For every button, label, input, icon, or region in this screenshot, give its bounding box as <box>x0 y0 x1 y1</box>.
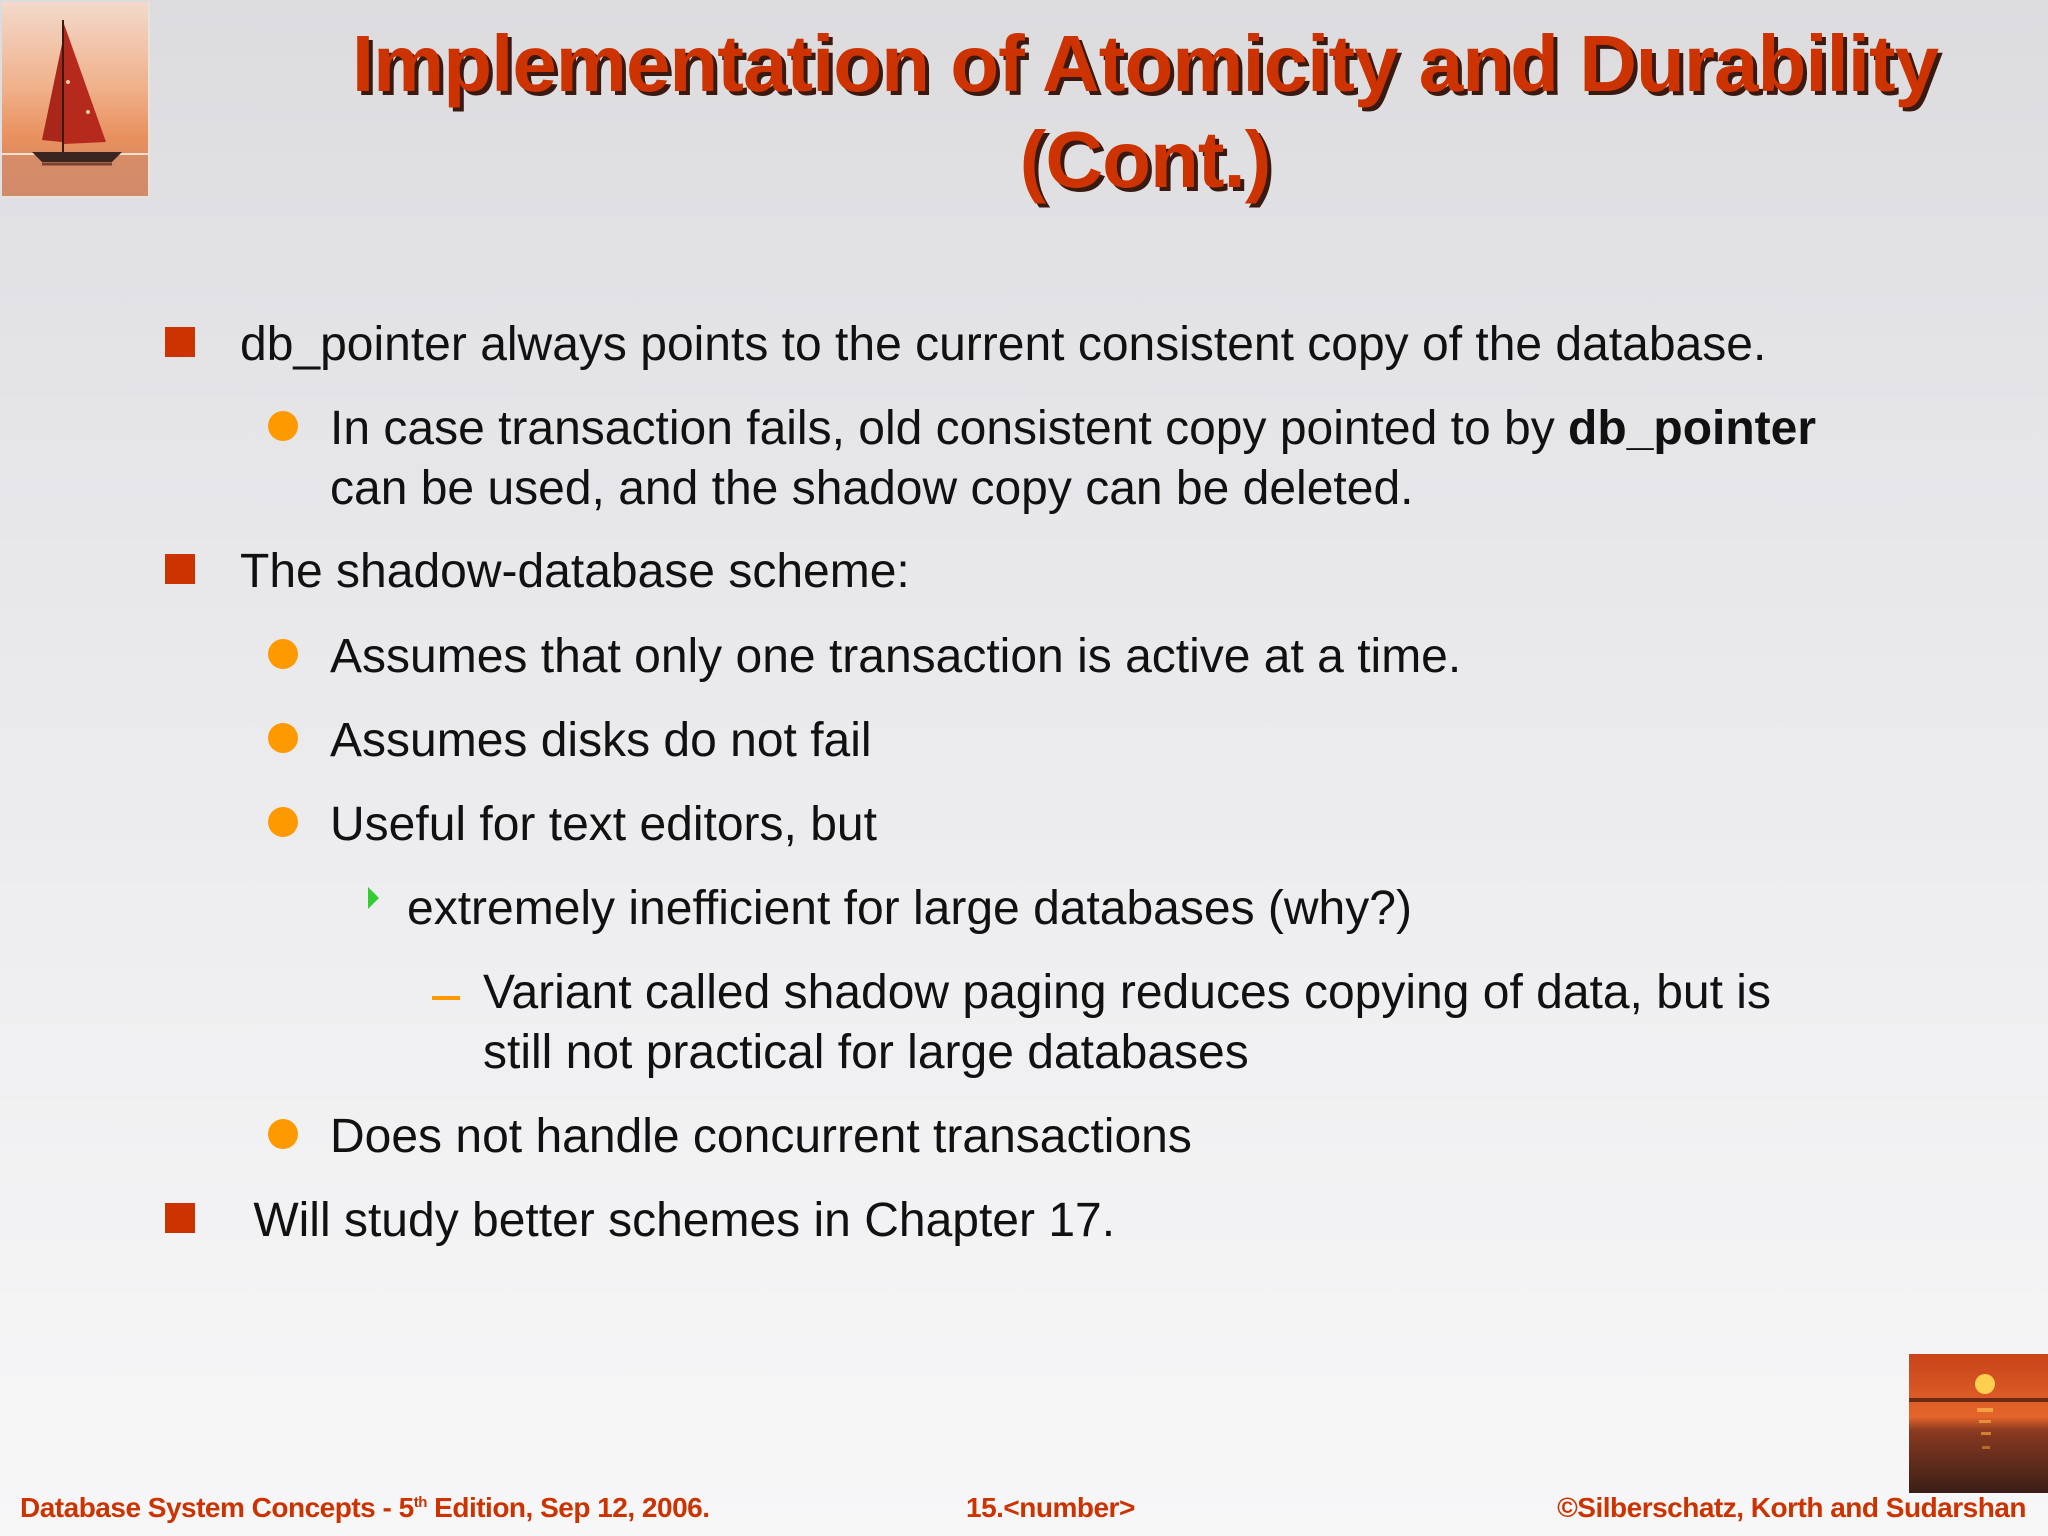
bullet-text: Variant called shadow paging reduces copying of data, but is <box>483 966 1771 1019</box>
bullet-level4-continuation <box>483 1022 1249 1084</box>
footer-page-number: 15.<number> <box>966 1492 1135 1523</box>
circle-bullet-icon <box>268 723 298 753</box>
bullet-level2 <box>330 398 1816 460</box>
bullet-text: In case transaction fails, old consistent copy pointed to by <box>330 402 1569 455</box>
bullet-level3 <box>407 878 1412 940</box>
bullet-text: Assumes disks do not fail <box>330 714 872 767</box>
slide-title-line-1: Implementation of Atomicity and Durability <box>351 19 1939 108</box>
bullet-level2 <box>330 710 872 772</box>
bullet-level1 <box>240 541 910 603</box>
square-bullet-icon <box>165 327 195 357</box>
dash-bullet-icon <box>432 996 460 1000</box>
bullet-level1 <box>240 1190 1115 1252</box>
bullet-text: The shadow-database scheme: <box>240 545 910 598</box>
bullet-text: still not practical for large databases <box>483 1026 1249 1079</box>
slide-title <box>300 16 1990 208</box>
footer-edition <box>20 1492 710 1524</box>
circle-bullet-icon <box>268 411 298 441</box>
square-bullet-icon <box>165 1203 195 1233</box>
bullet-level1 <box>240 314 1766 376</box>
footer-edition-text: Database System Concepts - 5 <box>20 1492 414 1523</box>
sailboat-logo-image <box>2 2 150 198</box>
bullet-text: Useful for text editors, but <box>330 798 877 851</box>
circle-bullet-icon <box>268 1119 298 1149</box>
triangle-bullet-icon <box>368 887 379 909</box>
db-pointer-bold-text: db_pointer <box>1568 402 1817 455</box>
circle-bullet-icon <box>268 639 298 669</box>
bullet-text: Assumes that only one transaction is active at a time. <box>330 630 1462 683</box>
square-bullet-icon <box>165 554 195 584</box>
footer-copyright: ©Silberschatz, Korth and Sudarshan <box>1557 1492 2026 1523</box>
sunset-logo-image <box>1909 1354 2048 1493</box>
footer-edition-superscript: th <box>413 1494 427 1511</box>
circle-bullet-icon <box>268 807 298 837</box>
bullet-level2-continuation <box>330 458 1413 520</box>
slide-title-line-2: (Cont.) <box>1019 115 1271 204</box>
bullet-text: can be used, and the shadow copy can be deleted. <box>330 462 1414 515</box>
bullet-level2 <box>330 1106 1192 1168</box>
bullet-text: extremely inefficient for large databases (why?) <box>407 882 1412 935</box>
footer-edition-date: Edition, Sep 12, 2006. <box>426 1492 710 1523</box>
bullet-level2 <box>330 794 877 856</box>
bullet-text: Will study better schemes in Chapter 17. <box>240 1194 1116 1247</box>
bullet-text: Does not handle concurrent transactions <box>330 1110 1192 1163</box>
bullet-text: db_pointer always points to the current consistent copy of the database. <box>240 318 1767 371</box>
bullet-level2 <box>330 626 1461 688</box>
bullet-level4 <box>483 962 1771 1024</box>
